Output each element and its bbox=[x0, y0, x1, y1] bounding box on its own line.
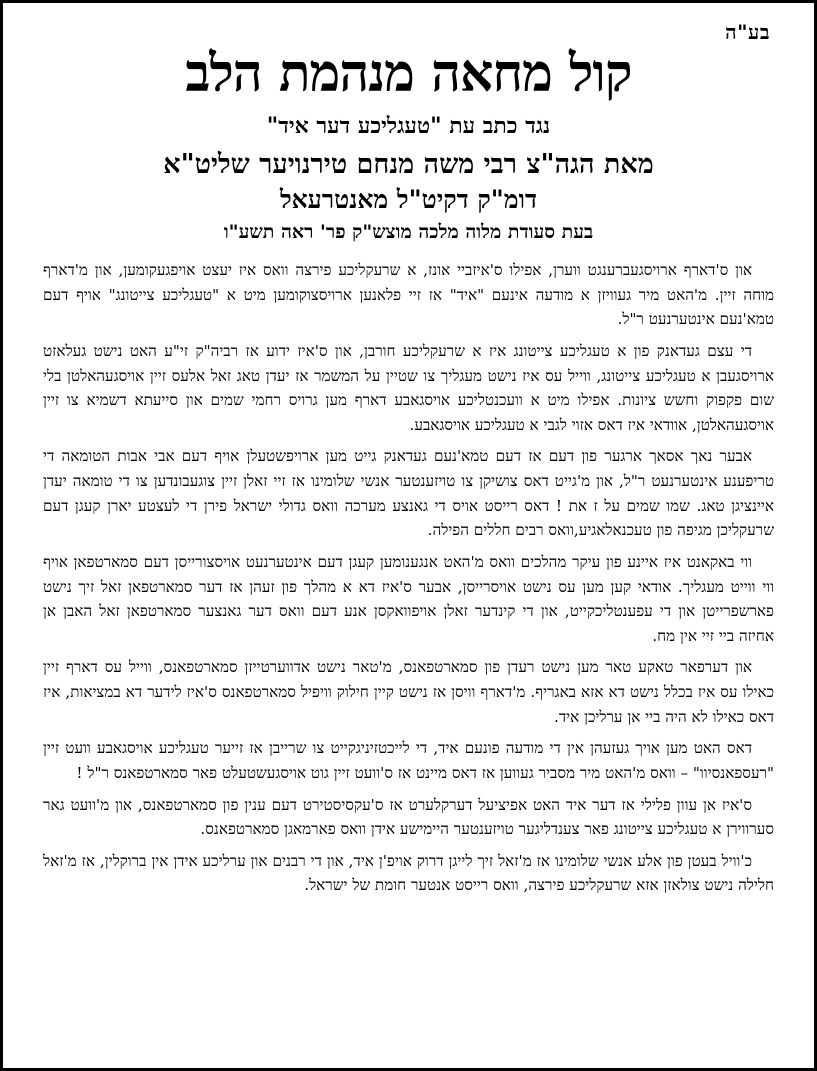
subtitle-author: מאת הגה"צ רבי משה מנחם טירנויער שליט"א bbox=[163, 148, 654, 180]
paragraph: דאס האט מען אויך געזעהן אין די מודעה פונעם איד, די לייכטזיניגקייט צו שרייבן אז זייער טעגליכע אויסגאבע וועט זיין "רעספאנסיוו" – וואס מ'האט מיר מסביר געווען אז דאס מיינט אז ס'וועט זיין גוט אויסגעשטעלט פאר סמארטפאנס ר"ל ! bbox=[43, 739, 774, 782]
subtitle-occasion: בעת סעודת מלוה מלכה מוצש"ק פר' ראה תשע"ו bbox=[223, 221, 594, 244]
paragraph: אבער נאך אסאך ארגער פון דעם אז דעם טמא'נעם געדאנק גייט מען ארויפשטעלן אויף דעם אבי אבות הטומאה די טריפענע אינטערנעט ר"ל, און מ'גייט דאס צושיקן צו טויזענטער אנשי שלומינו אז זיי זאלן זיין צוגעבונדען צו די טומאה יעדן איינציגן טאג. שמו שמים על ז את ! דאס רייסט אויס די גאנצע מערכה וואס גדולי ישראל פירן די לעצטע יארן קעגן דעם שרעקליכן מגיפה פון טעכנאלאגיע,וואס רבים חללים הפילה. bbox=[43, 447, 774, 540]
paragraph: און ס'דארף ארויסגעברענגט ווערן, אפילו ס'איזביי אונז, א שרעקליכע פירצה וואס איז יעצט אויפגעקומען, און מ'דארף מוחה זיין. מ'האט מיר געוויזן א מודעה אינעם "איד" אז זיי פלאנען ארויסצוקומען מיט א "טעגליכע צייטונג" אויף דעם טמא'נעם אינטערנעט ר"ל. bbox=[43, 261, 774, 329]
subtitle-against-publication: נגד כתב עת "טעגליכע דער איד" bbox=[266, 112, 551, 139]
paragraph: ס'איז אן עוון פלילי אז דער איד האט אפיציעל דערקלערט אז ס'עקסיסטירט דעם ענין פון סמארטפאנס, און מ'וועט גאר סערווירן א טעגליכע צייטונג פאר צענדליגער טויזענטער היימישע אידן וואס פארמאגן סמארטפאנס. bbox=[43, 795, 774, 839]
paragraph: כ'וויל בעטן פון אלע אנשי שלומינו אז מ'זאל זיך לייגן דרוק אויפ'ן איד, און די רבנים און ערליכע אידן אין ברוקלין, אז מ'זאל חלילה נישט צולאזן אזא שרעקליכע פירצה, וואס רייסט אנטער חומת של ישראל. bbox=[43, 851, 774, 895]
subtitle-author-title: דומ"ק דקיט"ל מאנטרעאל bbox=[279, 185, 538, 215]
page-title: קול מחאה מנהמת הלב bbox=[185, 43, 632, 104]
body-text bbox=[29, 258, 788, 898]
paragraph: און דערפאר טאקע טאר מען נישט רעדן פון סמארטפאנס, מ'טאר נישט אדווערטייזן סמארטפאנס, ווייל עס דארף זיין כאילו עס איז בכלל נישט דא אזא באגריף. מ'דארף וויסן אז נישט קיין חילוק וויפיל סמארטפאנס ס'איז לידער דא במציאות, איז דאס כאילו לא היה ביי אן ערליכן איד. bbox=[43, 658, 774, 726]
bsd-header: בע"ה bbox=[725, 20, 770, 44]
paragraph: ווי באקאנט איז איינע פון עיקר מהלכים וואס מ'האט אנגענומען קעגן דעם אינטערנעט אויסצורייסן דעם סמארטפאן אויף ווי ווייט מעגליך. אודאי קען מען עס נישט אויסרייסן, אבער ס'איז דא א מהלך פון זעהן אז דער סמארטפאן זאל זיך נישט פארשפרייטן און די עפענטליכקייט, און די קינדער זאלן אויפוואקסן אנע דעם וואס דער גאנצער סמארטפאן זאל האבן אן אחיזה ביי זיי אין מח. bbox=[43, 552, 774, 645]
paragraph: די עצם געדאנק פון א טעגליכע צייטונג איז א שרעקליכע חורבן, און ס'איז ידוע אז רביה"ק זי"ע האט נישט געלאזט ארויסגעבן א טעגליכע צייטונג, ווייל עס איז נישט מעגליך צו שטיין על המשמר אז יעדן טאג זאל אלעס זיין אויסגעהאלטן בלי שום פקפוק וחשש ציונות. אפילו מיט א וועכנטליכע אויסגאבע דארף מען גרויס רחמי שמים און סייעתא דשמיא צו זיין אויסגעהאלטן, אוודאי איז דאס אזוי לגבי א טעגליכע אויסגאבע. bbox=[43, 341, 774, 434]
